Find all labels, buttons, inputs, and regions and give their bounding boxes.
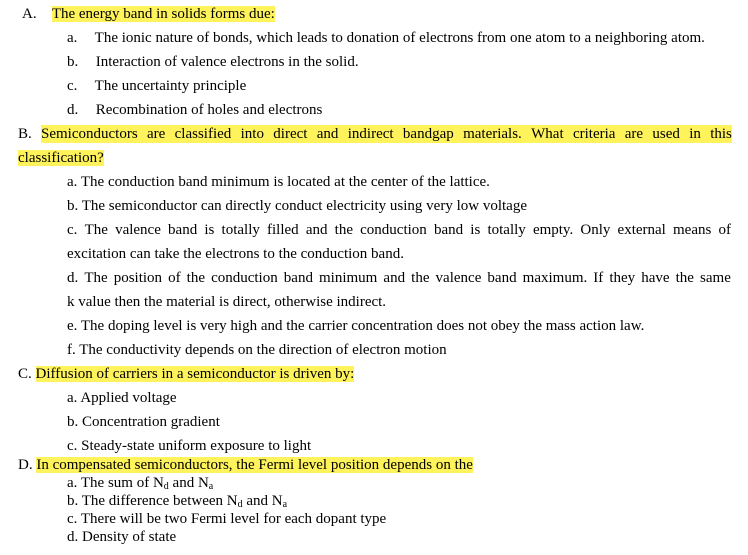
- question-b-option-b: b. The semiconductor can directly conduct electricity using very low voltage: [67, 198, 527, 214]
- question-b-option-a: a. The conduction band minimum is located at the center of the lattice.: [67, 174, 490, 190]
- question-c-option-a: a. Applied voltage: [67, 390, 177, 406]
- question-a-letter: A.: [22, 6, 37, 22]
- question-b-option-d-line2: k value then the material is direct, otherwise indirect.: [67, 294, 387, 310]
- question-b-text-line2: classification?: [18, 150, 104, 166]
- option-label: b.: [67, 54, 79, 70]
- option-text: Interaction of valence electrons in the solid.: [95, 54, 359, 70]
- question-b-option-c-line2: excitation can take the electrons to the conduction band.: [67, 246, 404, 262]
- option-text: Recombination of holes and electrons: [95, 102, 323, 118]
- question-a-option-a: [67, 29, 705, 47]
- question-d-option-c: c. There will be two Fermi level for each dopant type: [67, 511, 387, 527]
- option-text: The ionic nature of bonds, which leads to donation of electrons from one atom to a neighboring atom.: [94, 30, 705, 46]
- question-c-option-b: b. Concentration gradient: [67, 414, 220, 430]
- question-c: [18, 365, 354, 383]
- question-d-option-d: d. Density of state: [67, 529, 177, 545]
- question-d-option-a: a. The sum of $N_d$ and $N_a$: [67, 475, 214, 492]
- question-c-option-c: c. Steady-state uniform exposure to light: [67, 438, 312, 454]
- question-a-option-b: [67, 53, 359, 71]
- question-a: [22, 5, 275, 23]
- question-b-option-d-line1: d. The position of the conduction band minimum and the valence band maximum. If they have the same: [67, 270, 731, 286]
- question-c-letter: C.: [18, 366, 32, 382]
- question-b-option-e: e. The doping level is very high and the carrier concentration does not obey the mass action law.: [67, 318, 645, 334]
- option-label: a.: [67, 30, 78, 46]
- option-label: d.: [67, 102, 79, 118]
- question-b-letter: B.: [18, 126, 32, 142]
- question-a-text: The energy band in solids forms due:: [51, 6, 275, 22]
- option-text: The uncertainty principle: [94, 78, 247, 94]
- question-a-option-d: [67, 101, 322, 119]
- question-d-text: In compensated semiconductors, the Fermi level position depends on the: [36, 457, 473, 473]
- question-c-text: Diffusion of carriers in a semiconductor is driven by:: [35, 366, 355, 382]
- option-label: c.: [67, 78, 78, 94]
- question-b-text-line1: Semiconductors are classified into direct and indirect bandgap materials. What criteria are used in this: [41, 126, 732, 142]
- question-b-option-f: f. The conductivity depends on the direction of electron motion: [67, 342, 447, 358]
- question-d: [18, 456, 473, 474]
- question-d-letter: D.: [18, 457, 33, 473]
- question-b-option-c-line1: c. The valence band is totally filled and the conduction band is totally empty. Only external means of: [67, 222, 731, 238]
- question-d-option-b: b. The difference between $N_d$ and $N_a$: [67, 493, 288, 510]
- question-a-option-c: [67, 77, 246, 95]
